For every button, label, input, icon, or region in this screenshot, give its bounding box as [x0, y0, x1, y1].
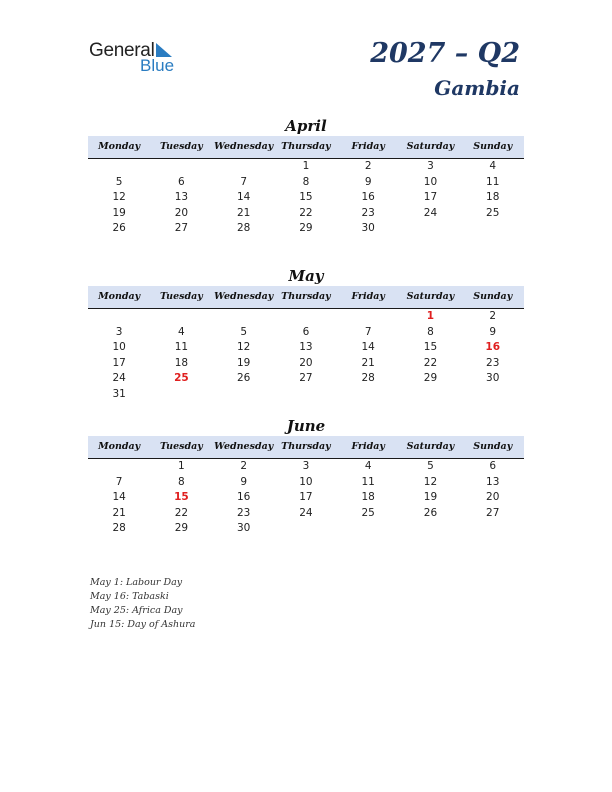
day-cell: 16 [236, 491, 251, 503]
week-row [88, 356, 524, 372]
weekday-label: Sunday [473, 441, 513, 452]
week-row [88, 175, 524, 191]
day-cell: 3 [302, 460, 310, 472]
day-cell: 17 [299, 491, 313, 503]
day-cell: 11 [486, 175, 500, 188]
day-cell: 12 [112, 191, 126, 203]
day-cell: 15 [423, 341, 438, 353]
day-cell: 8 [178, 475, 185, 488]
day-cell: 6 [178, 175, 185, 188]
empty-cell [275, 309, 337, 325]
day-cell: 18 [174, 356, 189, 369]
day-cell: 23 [361, 206, 375, 219]
weekday-label: Wednesday [214, 441, 274, 452]
logo [89, 40, 189, 76]
empty-cell [275, 521, 337, 537]
day-cell: 25 [361, 506, 375, 519]
day-cell: 22 [299, 206, 313, 219]
weekday-label: Friday [351, 291, 385, 302]
weekday-label: Wednesday [214, 291, 274, 302]
day-cell: 23 [486, 356, 500, 369]
day-cell: 13 [174, 191, 189, 203]
holiday-item: Jun 15: Day of Ashura [90, 619, 196, 630]
day-cell: 29 [299, 222, 313, 234]
country-name: Gambia [434, 76, 520, 100]
month-name: June [286, 417, 326, 435]
logo-blue-text: Blue [140, 56, 175, 75]
day-cell: 2 [364, 160, 372, 172]
day-cell: 18 [361, 491, 375, 503]
empty-cell [213, 387, 275, 403]
day-cell: 23 [236, 506, 251, 519]
weekday-header [88, 436, 524, 459]
weekday-label: Wednesday [214, 141, 274, 152]
empty-cell [337, 309, 399, 325]
empty-cell [337, 521, 399, 537]
weekday-label: Tuesday [159, 291, 203, 302]
day-cell: 2 [240, 460, 247, 472]
week-row [88, 190, 524, 206]
empty-cell [462, 387, 524, 403]
day-cell: 8 [427, 325, 434, 338]
empty-cell [462, 521, 524, 537]
day-cell: 29 [423, 372, 438, 384]
weekday-label: Monday [98, 441, 141, 452]
weeks [88, 459, 524, 537]
weekday-label: Friday [351, 141, 385, 152]
month-may [88, 266, 524, 402]
week-row [88, 206, 524, 222]
week-row [88, 521, 524, 537]
day-cell: 28 [236, 222, 251, 234]
page-title: 2027 – Q2 [370, 38, 520, 69]
day-cell: 8 [302, 175, 310, 188]
day-cell: 14 [361, 341, 375, 353]
day-cell: 22 [423, 356, 438, 369]
weekday-label: Saturday [406, 441, 455, 452]
day-cell: 22 [174, 506, 189, 519]
weekday-label: Saturday [406, 141, 455, 152]
holiday-list [90, 576, 195, 632]
weekday-label: Thursday [281, 141, 331, 152]
day-cell: 1 [302, 160, 310, 172]
day-cell: 27 [174, 222, 189, 234]
weekday-label: Friday [351, 441, 385, 452]
empty-cell [88, 159, 150, 175]
day-cell: 7 [364, 325, 372, 338]
day-cell: 15 [299, 191, 313, 203]
month-april [88, 116, 524, 237]
week-row [88, 371, 524, 387]
weekday-label: Thursday [281, 291, 331, 302]
empty-cell [213, 159, 275, 175]
day-cell: 27 [486, 506, 500, 519]
day-cell: 10 [299, 475, 313, 488]
day-cell: 1 [426, 310, 435, 322]
day-cell: 9 [240, 475, 247, 488]
day-cell: 28 [112, 522, 126, 534]
month-name: May [288, 267, 324, 285]
day-cell: 13 [486, 475, 500, 488]
day-cell: 6 [302, 325, 310, 338]
empty-cell [337, 387, 399, 403]
day-cell: 20 [299, 356, 313, 369]
empty-cell [150, 309, 212, 325]
week-row [88, 309, 524, 325]
weekday-label: Tuesday [159, 141, 203, 152]
weeks [88, 159, 524, 237]
empty-cell [399, 221, 461, 237]
day-cell: 14 [236, 191, 251, 203]
day-cell: 7 [115, 475, 123, 488]
day-cell: 20 [486, 491, 500, 503]
empty-cell [275, 387, 337, 403]
day-cell: 4 [489, 160, 497, 172]
holiday-item: May 25: Africa Day [90, 605, 183, 616]
day-cell: 16 [361, 191, 375, 203]
day-cell: 19 [236, 356, 251, 369]
day-cell: 24 [299, 506, 313, 519]
day-cell: 5 [427, 460, 434, 472]
day-cell: 21 [361, 356, 375, 369]
weekday-label: Saturday [406, 291, 455, 302]
empty-cell [399, 521, 461, 537]
day-cell: 24 [112, 372, 126, 384]
week-row [88, 387, 524, 403]
day-cell: 10 [423, 175, 438, 188]
day-cell: 21 [112, 506, 126, 519]
holiday-item: May 16: Tabaski [90, 591, 169, 602]
day-cell: 7 [240, 175, 247, 188]
weekday-label: Monday [98, 291, 141, 302]
day-cell: 24 [423, 206, 438, 219]
week-row [88, 159, 524, 175]
day-cell: 14 [112, 491, 126, 503]
day-cell: 6 [489, 460, 497, 472]
week-row [88, 490, 524, 506]
week-row [88, 340, 524, 356]
day-cell: 31 [112, 387, 126, 400]
week-row [88, 459, 524, 475]
week-row [88, 506, 524, 522]
day-cell: 25 [174, 372, 189, 384]
day-cell: 13 [299, 341, 313, 353]
day-cell: 30 [486, 372, 500, 384]
week-row [88, 325, 524, 341]
weekday-label: Thursday [281, 441, 331, 452]
day-cell: 1 [178, 460, 185, 472]
weekday-header [88, 286, 524, 309]
empty-cell [213, 309, 275, 325]
day-cell: 30 [361, 222, 375, 234]
day-cell: 5 [115, 175, 123, 188]
day-cell: 16 [485, 341, 501, 353]
month-name: April [285, 117, 327, 135]
empty-cell [150, 387, 212, 403]
day-cell: 5 [240, 325, 247, 338]
empty-cell [88, 459, 150, 475]
day-cell: 26 [112, 222, 126, 234]
week-row [88, 475, 524, 491]
day-cell: 11 [174, 341, 189, 353]
day-cell: 18 [486, 191, 500, 203]
holiday-item: May 1: Labour Day [90, 577, 183, 588]
day-cell: 27 [299, 372, 313, 384]
day-cell: 10 [112, 341, 126, 353]
day-cell: 19 [423, 491, 438, 503]
day-cell: 9 [489, 325, 497, 338]
day-cell: 2 [489, 310, 497, 322]
empty-cell [150, 159, 212, 175]
week-row [88, 221, 524, 237]
day-cell: 4 [178, 325, 185, 338]
weekday-label: Sunday [473, 291, 513, 302]
day-cell: 30 [236, 522, 251, 534]
logo-general-text: General [89, 40, 155, 61]
day-cell: 19 [112, 206, 126, 219]
day-cell: 26 [423, 506, 438, 519]
day-cell: 20 [174, 206, 189, 219]
day-cell: 29 [174, 522, 189, 534]
day-cell: 28 [361, 372, 375, 384]
empty-cell [88, 309, 150, 325]
weekday-label: Sunday [473, 141, 513, 152]
day-cell: 12 [423, 475, 438, 488]
empty-cell [462, 221, 524, 237]
empty-cell [399, 387, 461, 403]
month-june [88, 416, 524, 537]
day-cell: 4 [364, 460, 372, 472]
weekday-label: Monday [98, 141, 141, 152]
weekday-header [88, 136, 524, 159]
day-cell: 12 [236, 341, 251, 353]
day-cell: 9 [364, 175, 372, 188]
day-cell: 25 [486, 206, 500, 219]
day-cell: 3 [115, 325, 123, 338]
day-cell: 26 [236, 372, 251, 384]
day-cell: 15 [174, 491, 189, 503]
day-cell: 11 [361, 475, 375, 488]
day-cell: 3 [427, 160, 434, 172]
weekday-label: Tuesday [159, 441, 203, 452]
day-cell: 17 [423, 191, 438, 203]
day-cell: 17 [112, 356, 126, 369]
day-cell: 21 [236, 206, 251, 219]
weeks [88, 309, 524, 402]
